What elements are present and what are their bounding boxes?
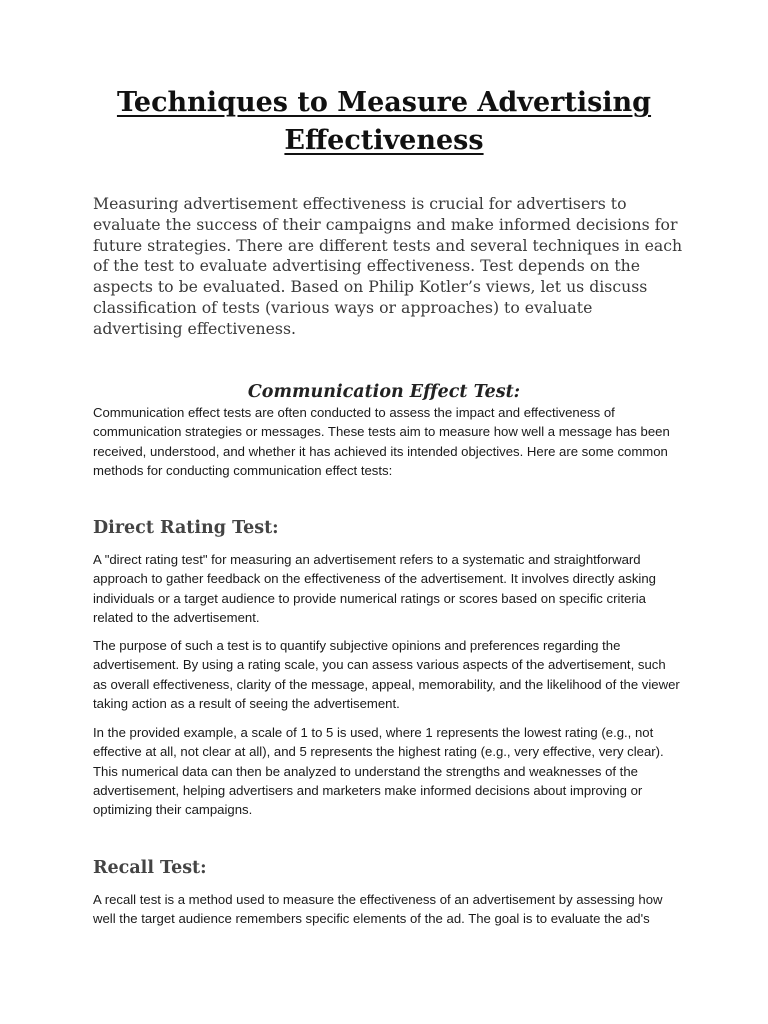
recall-test-heading: Recall Test: [93, 858, 207, 878]
direct-rating-paragraph-1: A "direct rating test" for measuring an advertisement refers to a systematic and straightforward approach to gather feedback on the effectiveness of the advertisement. It involves directly asking individuals or a target audience to provide numerical ratings or scores based on specific criteria related to the advertisement. [93, 552, 656, 625]
page-title: Techniques to Measure Advertising Effectiveness [116, 87, 652, 156]
intro-paragraph: Measuring advertisement effectiveness is crucial for advertisers to evaluate the success of their campaigns and make informed decisions for future strategies. There are different tests and several techniques in each of the test to evaluate advertising effectiveness. Test depends on the aspects to be evaluated. Based on Philip Kotler’s views, let us discuss classification of tests (various ways or approaches) to evaluate advertising effectiveness. [93, 194, 683, 338]
communication-effect-heading: Communication Effect Test: [247, 382, 521, 402]
direct-rating-heading: Direct Rating Test: [93, 518, 279, 538]
recall-test-paragraph: A recall test is a method used to measure the effectiveness of an advertisement by assessing how well the target audience remembers specific elements of the ad. The goal is to evaluate the ad's [93, 892, 663, 927]
direct-rating-paragraph-3: In the provided example, a scale of 1 to 5 is used, where 1 represents the lowest rating (e.g., not effective at all, not clear at all), and 5 represents the highest rating (e.g., very effective, very clear). This numerical data can then be analyzed to understand the strengths and weaknesses of the advertisement, helping advertisers and marketers make informed decisions about improving or optimizing their campaigns. [93, 725, 664, 818]
direct-rating-paragraph-2: The purpose of such a test is to quantify subjective opinions and preferences regarding the advertisement. By using a rating scale, you can assess various aspects of the advertisement, such as overall effectiveness, clarity of the message, appeal, memorability, and the likelihood of the viewer taking action as a result of seeing the advertisement. [93, 638, 680, 711]
communication-effect-paragraph: Communication effect tests are often conducted to assess the impact and effectiveness of communication strategies or messages. These tests aim to measure how well a message has been received, understood, and whether it has achieved its intended objectives. Here are some common methods for conducting communication effect tests: [93, 405, 670, 478]
